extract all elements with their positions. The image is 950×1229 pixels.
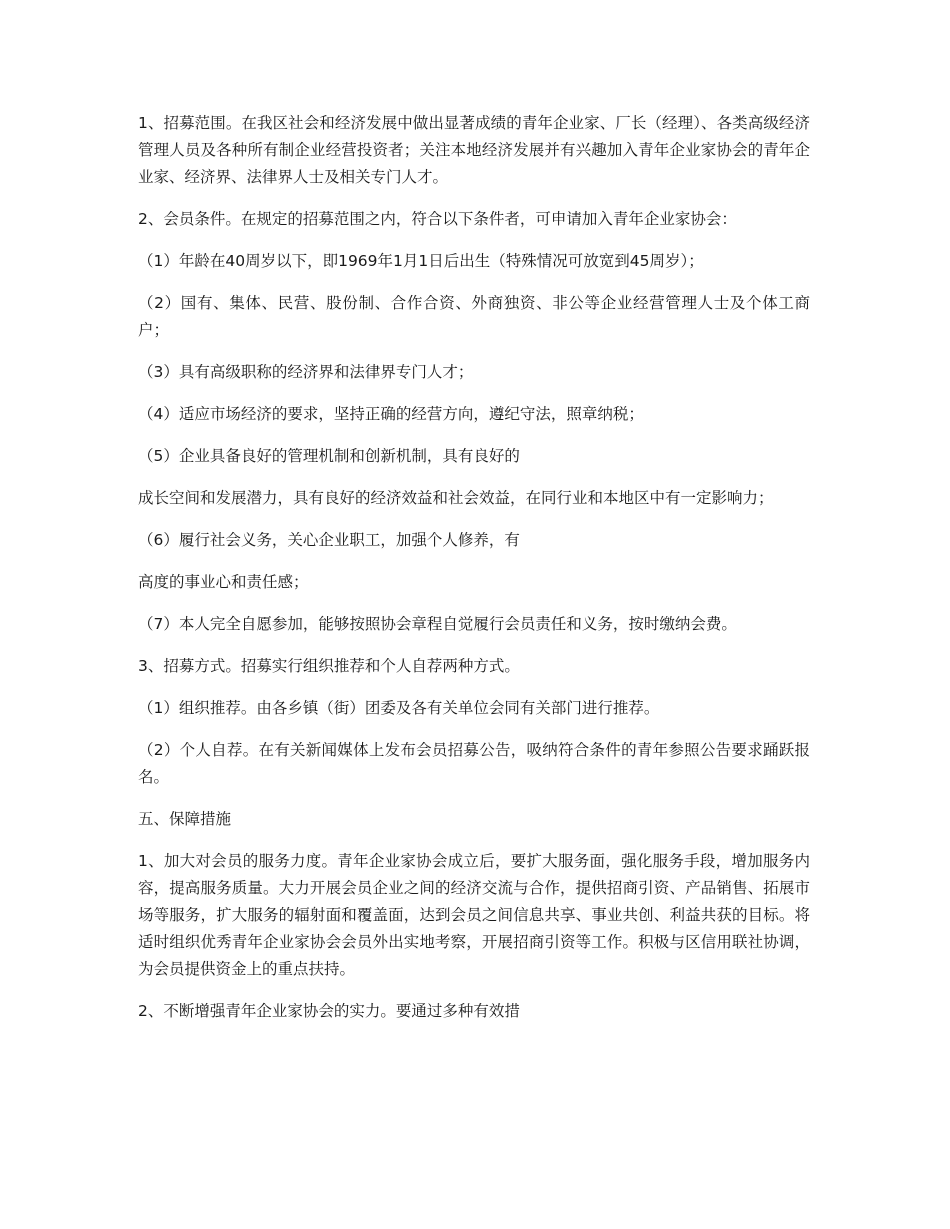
paragraph-recruit-method: 3、招募方式。招募实行组织推荐和个人自荐两种方式。 [138,657,520,675]
paragraph-condition-3: （3）具有高级职称的经济界和法律界专门人才； [138,363,474,381]
paragraph-recruit-scope: 1、招募范围。在我区社会和经济发展中做出显著成绩的青年企业家、厂长（经理）、各类高级经济管理人员及各种所有制企业经营投资者；关注本地经济发展并有兴趣加入青年企业家协会的青年企业家、经济界、法律界人士及相关专门人才。 [138,114,810,186]
paragraph-condition-5-cont: 成长空间和发展潜力，具有良好的经济效益和社会效益，在同行业和本地区中有一定影响力； [138,489,774,507]
paragraph-safeguard-2: 2、不断增强青年企业家协会的实力。要通过多种有效措 [138,1002,520,1020]
paragraph-condition-7: （7）本人完全自愿参加，能够按照协会章程自觉履行会员责任和义务，按时缴纳会费。 [138,615,737,633]
document-page [138,110,810,1040]
paragraph-condition-5: （5）企业具备良好的管理机制和创新机制，具有良好的 [138,447,520,465]
paragraph-member-conditions: 2、会员条件。在规定的招募范围之内，符合以下条件者，可申请加入青年企业家协会： [138,210,737,228]
paragraph-method-2: （2）个人自荐。在有关新闻媒体上发布会员招募公告，吸纳符合条件的青年参照公告要求踊跃报名。 [138,741,810,786]
paragraph-condition-1: （1）年龄在40周岁以下，即1969年1月1日后出生（特殊情况可放宽到45周岁）； [138,252,704,270]
paragraph-condition-6-cont: 高度的事业心和责任感； [138,573,309,591]
paragraph-condition-4: （4）适应市场经济的要求，坚持正确的经营方向，遵纪守法，照章纳税； [138,405,644,423]
paragraph-condition-6: （6）履行社会义务，关心企业职工，加强个人修养，有 [138,531,520,549]
section-heading-safeguards: 五、保障措施 [138,810,232,828]
paragraph-condition-2: （2）国有、集体、民营、股份制、合作合资、外商独资、非公等企业经营管理人士及个体工商户； [138,294,810,339]
paragraph-safeguard-1: 1、加大对会员的服务力度。青年企业家协会成立后，要扩大服务面，强化服务手段，增加服务内容，提高服务质量。大力开展会员企业之间的经济交流与合作，提供招商引资、产品销售、拓展市场等服务，扩大服务的辐射面和覆盖面，达到会员之间信息共享、事业共创、利益共获的目标。将适时组织优秀青年企业家协会会员外出实地考察，开展招商引资等工作。积极与区信用联社协调，为会员提供资金上的重点扶持。 [138,852,810,978]
paragraph-method-1: （1）组织推荐。由各乡镇（街）团委及各有关单位会同有关部门进行推荐。 [138,699,660,717]
